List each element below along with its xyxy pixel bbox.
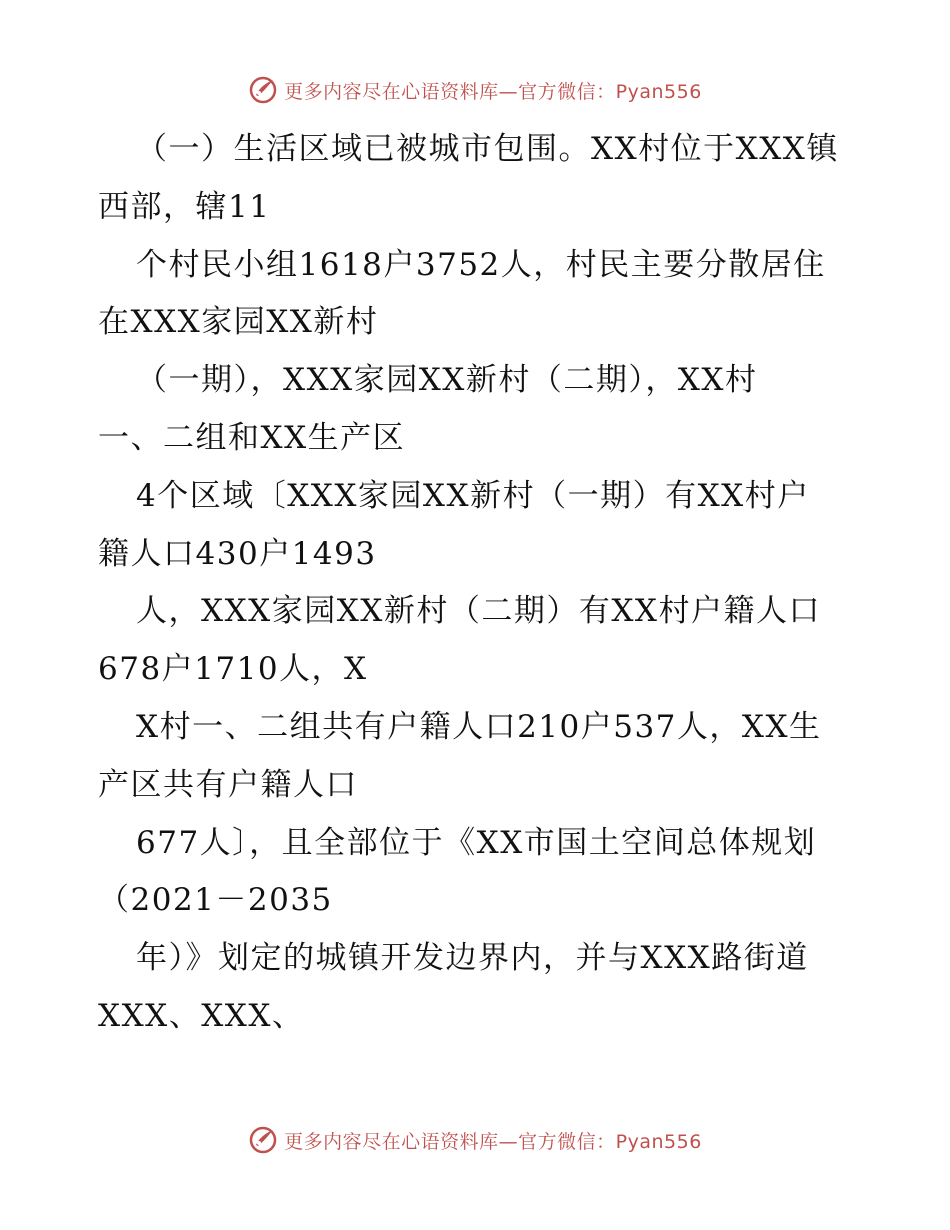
quill-seal-icon [248,1125,278,1155]
body-line: 西部，辖11 [98,188,271,225]
body-line: X村一、二组共有户籍人口210户537人，XX生 [136,708,822,745]
footer-banner-text: 更多内容尽在心语资料库—官方微信：Pyan556 [284,1130,702,1153]
body-line: 个村民小组1618户3752人，村民主要分散居住 [136,246,826,283]
body-line: 677人〕，且全部位于《XX市国土空间总体规划 [136,824,817,861]
body-line: 在XXX家园XX新村 [98,304,379,341]
footer-banner [0,1122,950,1158]
body-line: XXX、XXX、 [98,997,305,1034]
body-line: （一）生活区域已被城市包围。XX村位于XXX镇 [136,131,839,167]
body-line: （2021－2035 [98,882,333,919]
body-line: 人，XXX家园XX新村（二期）有XX村户籍人口 [136,593,821,630]
body-line: 籍人口430户1493 [98,535,377,572]
body-line: （一期），XXX家园XX新村（二期），XX村 [136,362,758,399]
body-line: 一、二组和XX生产区 [98,419,406,456]
body-line: 4个区域〔XXX家园XX新村（一期）有XX村户 [136,477,810,514]
document-body [98,121,878,1046]
body-line: 产区共有户籍人口 [98,766,358,803]
quill-seal-icon [248,75,278,105]
header-banner [0,72,950,108]
body-line: 678户1710人，X [98,651,368,688]
body-line: 年）》划定的城镇开发边界内，并与XXX路街道 [136,940,809,977]
header-banner-text: 更多内容尽在心语资料库—官方微信：Pyan556 [284,80,702,103]
